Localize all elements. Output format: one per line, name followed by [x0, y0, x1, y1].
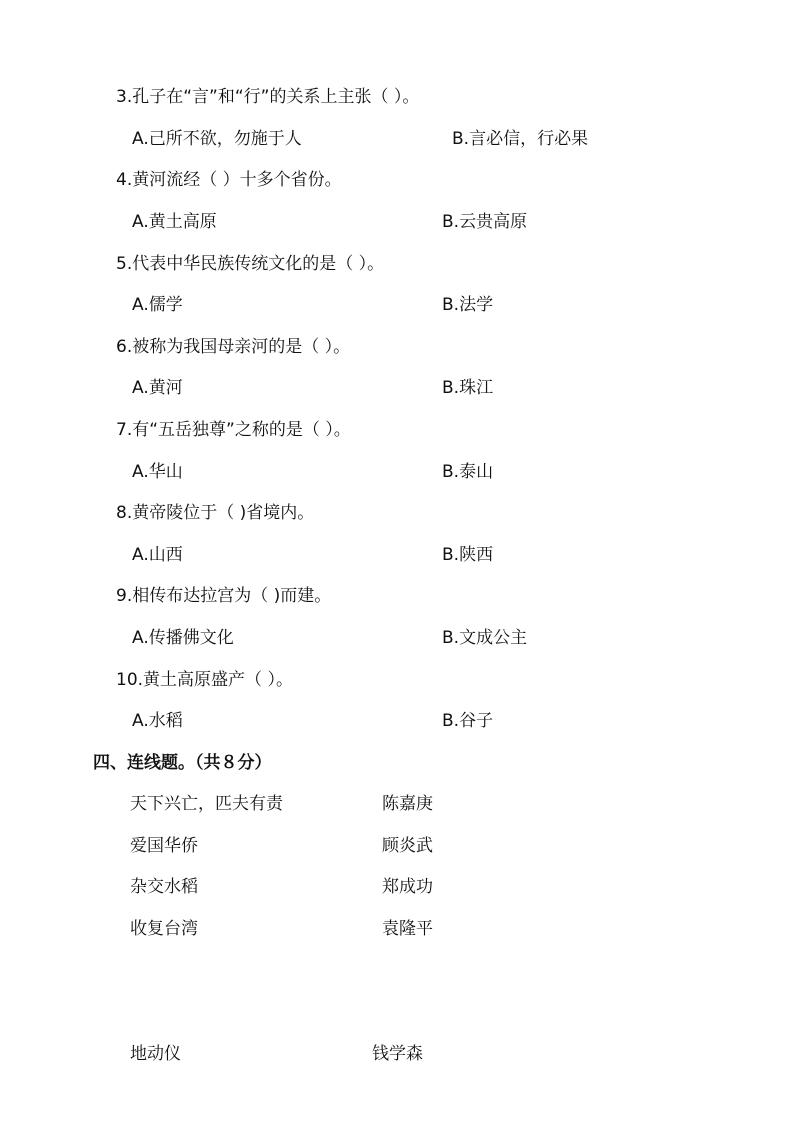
- match-right-item-3: 郑成功: [382, 877, 433, 897]
- match-left-item-3: 杂交水稻: [130, 877, 198, 897]
- question-9-option-a: A.传播佛文化: [132, 628, 234, 648]
- question-10-stem: 10.黄土高原盛产（ ）。: [116, 670, 293, 690]
- question-8-option-a: A.山西: [132, 545, 183, 565]
- question-5-option-b: B.法学: [442, 295, 494, 315]
- question-7-option-b: B.泰山: [442, 462, 494, 482]
- question-9-stem: 9.相传布达拉宫为（ )而建。: [116, 586, 332, 606]
- question-6-option-b: B.珠江: [442, 378, 494, 398]
- question-3-option-b: B.言必信，行必果: [452, 129, 589, 149]
- question-10-option-a: A.水稻: [132, 711, 183, 731]
- match-left-item-2: 爱国华侨: [130, 836, 198, 856]
- match-left-item-5: 地动仪: [130, 1044, 181, 1064]
- question-8-stem: 8.黄帝陵位于（ )省境内。: [116, 503, 315, 523]
- match-left-item-4: 收复台湾: [130, 919, 198, 939]
- match-right-item-4: 袁隆平: [382, 919, 433, 939]
- question-9-option-b: B.文成公主: [442, 628, 528, 648]
- question-5-stem: 5.代表中华民族传统文化的是（ ）。: [116, 254, 385, 274]
- question-3-option-a: A.己所不欲，勿施于人: [132, 129, 302, 149]
- question-4-option-a: A.黄土高原: [132, 212, 217, 232]
- question-8-option-b: B.陕西: [442, 545, 494, 565]
- question-5-option-a: A.儒学: [132, 295, 183, 315]
- match-right-item-5: 钱学森: [372, 1044, 423, 1064]
- question-3-stem: 3.孔子在“言”和“行”的关系上主张（ ）。: [116, 87, 420, 107]
- question-4-option-b: B.云贵高原: [442, 212, 528, 232]
- question-7-stem: 7.有“五岳独尊”之称的是（ ）。: [116, 420, 351, 440]
- question-6-stem: 6.被称为我国母亲河的是（ ）。: [116, 337, 351, 357]
- section-4-title: 四、连线题。（共８分）: [93, 753, 272, 773]
- question-10-option-b: B.谷子: [442, 711, 494, 731]
- match-right-item-1: 陈嘉庚: [382, 794, 433, 814]
- question-7-option-a: A.华山: [132, 462, 183, 482]
- question-4-stem: 4.黄河流经（ ）十多个省份。: [116, 170, 342, 190]
- match-left-item-1: 天下兴亡，匹夫有责: [130, 794, 283, 814]
- match-right-item-2: 顾炎武: [382, 836, 433, 856]
- question-6-option-a: A.黄河: [132, 378, 183, 398]
